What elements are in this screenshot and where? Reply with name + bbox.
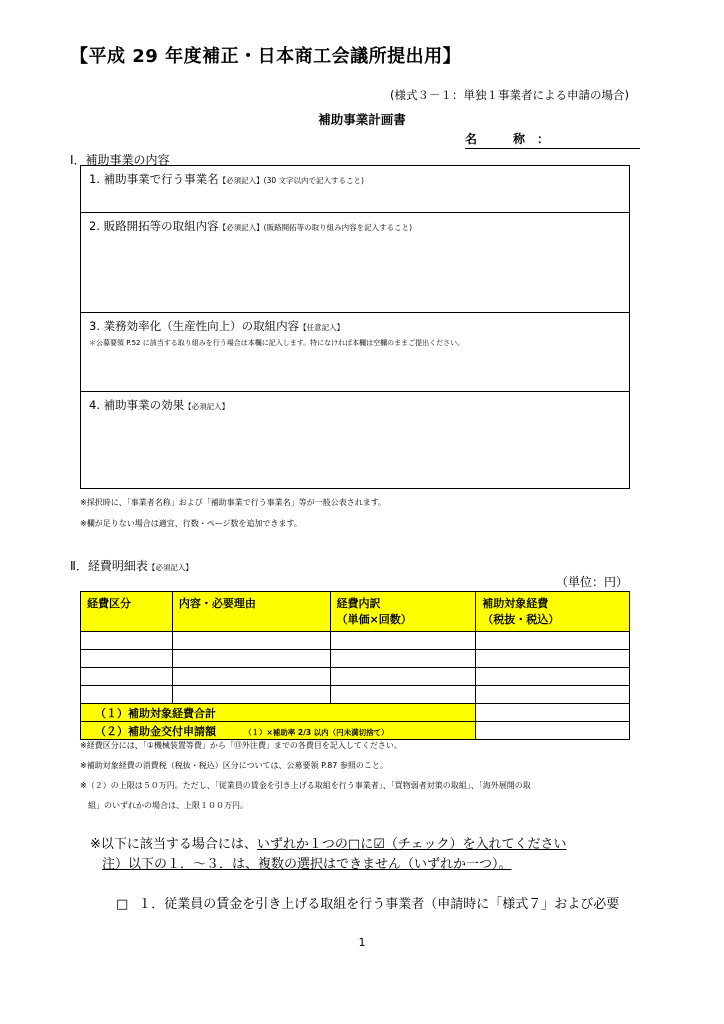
item-3-note: ＊公募要領 P.52 に該当する取り組みを行う場合は本欄に記入します。特になければ本欄は空欄のままご提出ください。 xyxy=(89,339,465,347)
page-title: 補助事業計画書 xyxy=(318,112,406,127)
item-3-label: 3. 業務効率化（生産性向上）の取組内容 xyxy=(89,319,300,333)
table-cell[interactable] xyxy=(172,668,330,686)
table-cell[interactable] xyxy=(330,650,476,668)
option-1-text: １．従業員の賃金を引き上げる取組を行う事業者（申請時に「様式７」および必要 xyxy=(138,897,620,912)
table-cell[interactable] xyxy=(330,632,476,650)
col-header-eligible-sub: （税抜・税込） xyxy=(482,613,560,626)
form-id: (様式３－１：単独１事業者による申請の場合) xyxy=(390,88,629,102)
col-header-reason-text: 内容・必要理由 xyxy=(178,597,256,610)
request-label-cell xyxy=(81,722,476,740)
check-instruction xyxy=(90,833,566,852)
table-row xyxy=(81,632,630,650)
table-cell[interactable] xyxy=(81,668,173,686)
table-cell[interactable] xyxy=(172,650,330,668)
total-label: （１）補助対象経費合計 xyxy=(81,704,476,722)
col-header-breakdown-sub: （単価×回数） xyxy=(336,613,412,626)
col-header-eligible-text: 補助対象経費 xyxy=(482,597,549,610)
section2-note-2: ※補助対象経費の消費税（税抜・税込）区分については、公募要領 P.87 参照のこと。 xyxy=(80,761,388,770)
col-header-breakdown-text: 経費内訳 xyxy=(336,597,381,610)
document-title: 【平成 29 年度補正・日本商工会議所提出用】 xyxy=(70,46,462,67)
check-instruction-pre: ※以下に該当する場合には、 xyxy=(90,837,257,852)
table-cell[interactable] xyxy=(330,668,476,686)
table-cell[interactable] xyxy=(81,686,173,704)
col-header-breakdown xyxy=(330,592,476,632)
request-value-cell[interactable] xyxy=(476,722,630,740)
table-row xyxy=(81,686,630,704)
item-1-tag: 【必須記入】 xyxy=(218,176,264,185)
item-1-cell[interactable] xyxy=(81,166,630,213)
page-number: 1 xyxy=(358,936,366,949)
unit-label: （単位：円） xyxy=(555,575,628,589)
item-2-label: 2. 販路開拓等の取組内容 xyxy=(89,219,219,233)
section1-heading: Ⅰ．補助事業の内容 xyxy=(70,153,170,167)
request-label: （２）補助金交付申請額 xyxy=(95,724,216,738)
total-value-cell[interactable] xyxy=(476,704,630,722)
item-2-cell[interactable] xyxy=(81,213,630,313)
item-2-hint: (販路開拓等の取り組み内容を記入すること) xyxy=(263,223,412,232)
item-3-tag: 【任意記入】 xyxy=(299,323,345,332)
table-cell[interactable] xyxy=(81,632,173,650)
col-header-category xyxy=(81,592,173,632)
request-row xyxy=(81,722,630,740)
col-header-category-text: 経費区分 xyxy=(87,597,131,610)
section1-note-1: ※採択時に、「事業者名称」および「補助事業で行う事業名」等が一般公表されます。 xyxy=(80,498,387,507)
table-cell[interactable] xyxy=(476,668,630,686)
table-cell[interactable] xyxy=(330,686,476,704)
section2-heading-text: Ⅱ．経費明細表 xyxy=(70,559,148,573)
section2-note-4: 組」のいずれかの場合は、上限１００万円。 xyxy=(80,801,248,810)
section2-note-3: ※（２）の上限は５０万円。ただし、「従業員の賃金を引き上げる取組を行う事業者」、「買物弱者対策の取組」、「海外展開の取 xyxy=(80,781,531,790)
item-1-hint: (30 文字以内で記入すること) xyxy=(263,176,364,185)
section2-heading xyxy=(70,557,193,574)
name-field[interactable] xyxy=(465,130,640,149)
name-label: 名 称： xyxy=(465,132,562,146)
item-2-tag: 【必須記入】 xyxy=(218,223,264,232)
request-note: （１）×補助率 2/3 以内（円未満切捨て） xyxy=(244,727,389,737)
item-1-label: 1. 補助事業で行う事業名 xyxy=(89,172,219,186)
table-cell[interactable] xyxy=(476,686,630,704)
option-1 xyxy=(116,893,619,912)
check-instruction-underlined: いずれか１つの□に☑（チェック）を入れてください xyxy=(256,837,567,852)
item-4-tag: 【必須記入】 xyxy=(184,402,230,411)
section1-note-2: ※欄が足りない場合は適宜、行数・ページ数を追加できます。 xyxy=(80,519,302,528)
item-3-cell[interactable] xyxy=(81,313,630,392)
check-note: 注）以下の１．～３．は、複数の選択はできません（いずれか一つ）。 xyxy=(102,857,512,872)
table-cell[interactable] xyxy=(476,650,630,668)
option-1-checkbox[interactable]: □ xyxy=(116,897,129,912)
table-row xyxy=(81,650,630,668)
col-header-reason xyxy=(172,592,330,632)
business-content-table xyxy=(80,165,630,489)
item-4-label: 4. 補助事業の効果 xyxy=(89,398,185,412)
table-cell[interactable] xyxy=(81,650,173,668)
section2-tag: 【必須記入】 xyxy=(147,563,193,572)
total-row xyxy=(81,704,630,722)
col-header-eligible xyxy=(476,592,630,632)
section2-note-1: ※経費区分には、「①機械装置等費」から「⑬外注費」までの各費目を記入してください。 xyxy=(80,741,402,750)
table-cell[interactable] xyxy=(172,686,330,704)
table-cell[interactable] xyxy=(476,632,630,650)
table-row xyxy=(81,668,630,686)
cost-table xyxy=(80,591,630,740)
item-4-cell[interactable] xyxy=(81,392,630,489)
table-cell[interactable] xyxy=(172,632,330,650)
